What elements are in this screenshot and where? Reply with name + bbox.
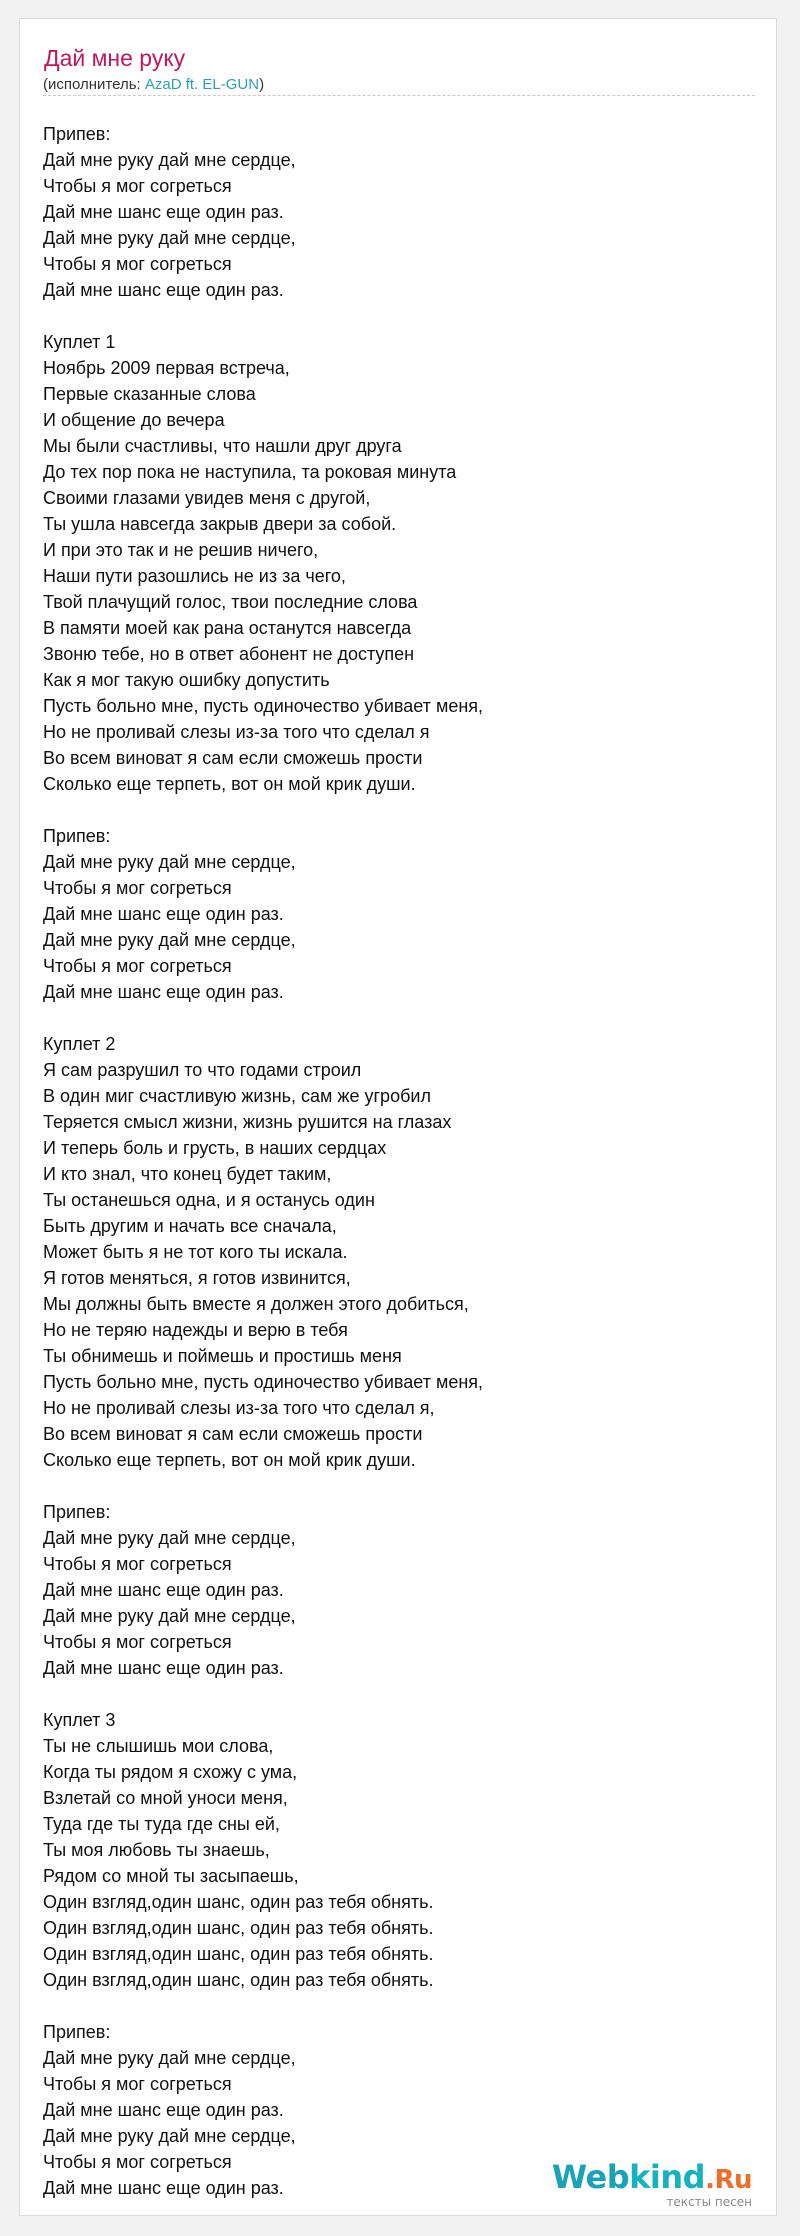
lyric-line: Чтобы я мог согреться [43, 956, 232, 976]
lyric-line: И теперь боль и грусть, в наших сердцах [43, 1138, 387, 1158]
stanza-gap [43, 1473, 755, 1499]
lyric-line: Сколько еще терпеть, вот он мой крик души. [43, 774, 416, 794]
lyric-line: Дай мне руку дай мне сердце, [43, 150, 296, 170]
lyrics-card [19, 18, 777, 2216]
lyric-line: Дай мне руку дай мне сердце, [43, 2126, 296, 2146]
lyric-line: Дай мне руку дай мне сердце, [43, 930, 296, 950]
lyric-line: Один взгляд,один шанс, один раз тебя обнять. [43, 1970, 434, 1990]
lyric-line: Чтобы я мог согреться [43, 1554, 232, 1574]
lyric-line: Чтобы я мог согреться [43, 2074, 232, 2094]
lyric-line: Мы должны быть вместе я должен этого добиться, [43, 1294, 469, 1314]
lyric-line: Взлетай со мной уноси меня, [43, 1788, 288, 1808]
stanza-gap [43, 1681, 755, 1707]
webkind-logo[interactable] [552, 2160, 752, 2209]
lyric-line: Быть другим и начать все сначала, [43, 1216, 337, 1236]
logo-part-web: Web [551, 2158, 630, 2196]
lyric-line: Припев: [43, 826, 111, 846]
lyric-line: Но не теряю надежды и верю в тебя [43, 1320, 348, 1340]
lyric-line: Дай мне шанс еще один раз. [43, 2100, 284, 2120]
lyric-line: Когда ты рядом я схожу с ума, [43, 1762, 298, 1782]
lyric-line: Дай мне шанс еще один раз. [43, 1580, 284, 1600]
logo-wordmark [552, 2160, 752, 2197]
lyric-line: В один миг счастливую жизнь, сам же угробил [43, 1086, 431, 1106]
lyric-line: Сколько еще терпеть, вот он мой крик души. [43, 1450, 416, 1470]
song-title: Дай мне руку [44, 45, 186, 71]
lyrics-body [43, 121, 755, 2201]
lyric-line: Может быть я не тот кого ты искала. [43, 1242, 348, 1262]
lyric-line: До тех пор пока не наступила, та роковая минута [43, 462, 457, 482]
lyric-line: Ты не слышишь мои слова, [43, 1736, 274, 1756]
lyric-line: Дай мне руку дай мне сердце, [43, 228, 296, 248]
artist-line [43, 75, 755, 96]
lyric-line: Один взгляд,один шанс, один раз тебя обнять. [43, 1892, 434, 1912]
lyric-line: Своими глазами увидев меня с другой, [43, 488, 371, 508]
stanza-gap [43, 303, 755, 329]
lyric-line: Дай мне руку дай мне сердце, [43, 1606, 296, 1626]
lyric-line: Ты моя любовь ты знаешь, [43, 1840, 270, 1860]
lyric-line: Пусть больно мне, пусть одиночество убивает меня, [43, 696, 484, 716]
lyric-line: Ноябрь 2009 первая встреча, [43, 358, 290, 378]
lyric-line: Куплет 3 [43, 1710, 116, 1730]
lyric-line: Дай мне шанс еще один раз. [43, 982, 284, 1002]
lyric-line: Куплет 1 [43, 332, 116, 352]
lyric-line: Рядом со мной ты засыпаешь, [43, 1866, 299, 1886]
lyric-line: Но не проливай слезы из-за того что сделал я [43, 722, 430, 742]
lyric-line: Чтобы я мог согреться [43, 2152, 232, 2172]
lyric-line: Во всем виноват я сам если сможешь прости [43, 748, 423, 768]
lyric-line: Куплет 2 [43, 1034, 116, 1054]
artist-link[interactable]: AzaD ft. EL-GUN [144, 76, 260, 93]
lyric-line: Один взгляд,один шанс, один раз тебя обнять. [43, 1944, 434, 1964]
lyric-line: Дай мне руку дай мне сердце, [43, 852, 296, 872]
lyric-line: Припев: [43, 124, 111, 144]
logo-part-ru: .Ru [705, 2165, 752, 2195]
lyric-line: Дай мне шанс еще один раз. [43, 280, 284, 300]
lyric-line: Я готов меняться, я готов извинится, [43, 1268, 351, 1288]
logo-part-kind: kind [629, 2158, 706, 2196]
lyric-line: Припев: [43, 2022, 111, 2042]
lyric-line: Мы были счастливы, что нашли друг друга [43, 436, 402, 456]
lyric-line: Чтобы я мог согреться [43, 254, 232, 274]
lyric-line: Пусть больно мне, пусть одиночество убивает меня, [43, 1372, 484, 1392]
lyric-line: Как я мог такую ошибку допустить [43, 670, 330, 690]
lyric-line: Чтобы я мог согреться [43, 1632, 232, 1652]
lyric-line: Чтобы я мог согреться [43, 176, 232, 196]
lyric-line: И при это так и не решив ничего, [43, 540, 319, 560]
lyric-line: Туда где ты туда где сны ей, [43, 1814, 280, 1834]
artist-suffix: ) [259, 76, 265, 93]
lyric-line: В памяти моей как рана останутся навсегда [43, 618, 412, 638]
lyric-line: И общение до вечера [43, 410, 225, 430]
lyric-line: И кто знал, что конец будет таким, [43, 1164, 332, 1184]
lyric-line: Дай мне шанс еще один раз. [43, 904, 284, 924]
lyric-line: Ты обнимешь и поймешь и простишь меня [43, 1346, 402, 1366]
stanza-gap [43, 1993, 755, 2019]
lyric-line: Один взгляд,один шанс, один раз тебя обнять. [43, 1918, 434, 1938]
lyric-line: Чтобы я мог согреться [43, 878, 232, 898]
lyric-line: Ты останешься одна, и я останусь один [43, 1190, 375, 1210]
lyric-line: Наши пути разошлись не из за чего, [43, 566, 346, 586]
lyric-line: Во всем виноват я сам если сможешь прости [43, 1424, 423, 1444]
stanza-gap [43, 1005, 755, 1031]
lyric-line: Дай мне руку дай мне сердце, [43, 1528, 296, 1548]
lyric-line: Дай мне шанс еще один раз. [43, 202, 284, 222]
lyric-line: Дай мне руку дай мне сердце, [43, 2048, 296, 2068]
lyric-line: Я сам разрушил то что годами строил [43, 1060, 362, 1080]
lyric-line: Дай мне шанс еще один раз. [43, 1658, 284, 1678]
lyric-line: Теряется смысл жизни, жизнь рушится на глазах [43, 1112, 452, 1132]
lyric-line: Ты ушла навсегда закрыв двери за собой. [43, 514, 397, 534]
logo-tagline: тексты песен [666, 2195, 752, 2209]
lyric-line: Твой плачущий голос, твои последние слова [43, 592, 418, 612]
lyric-line: Дай мне шанс еще один раз. [43, 2178, 284, 2198]
lyric-line: Звоню тебе, но в ответ абонент не доступен [43, 644, 415, 664]
lyric-line: Первые сказанные слова [43, 384, 256, 404]
lyric-line: Припев: [43, 1502, 111, 1522]
stanza-gap [43, 797, 755, 823]
artist-prefix: (исполнитель: [43, 76, 145, 93]
lyric-line: Но не проливай слезы из-за того что сделал я, [43, 1398, 435, 1418]
